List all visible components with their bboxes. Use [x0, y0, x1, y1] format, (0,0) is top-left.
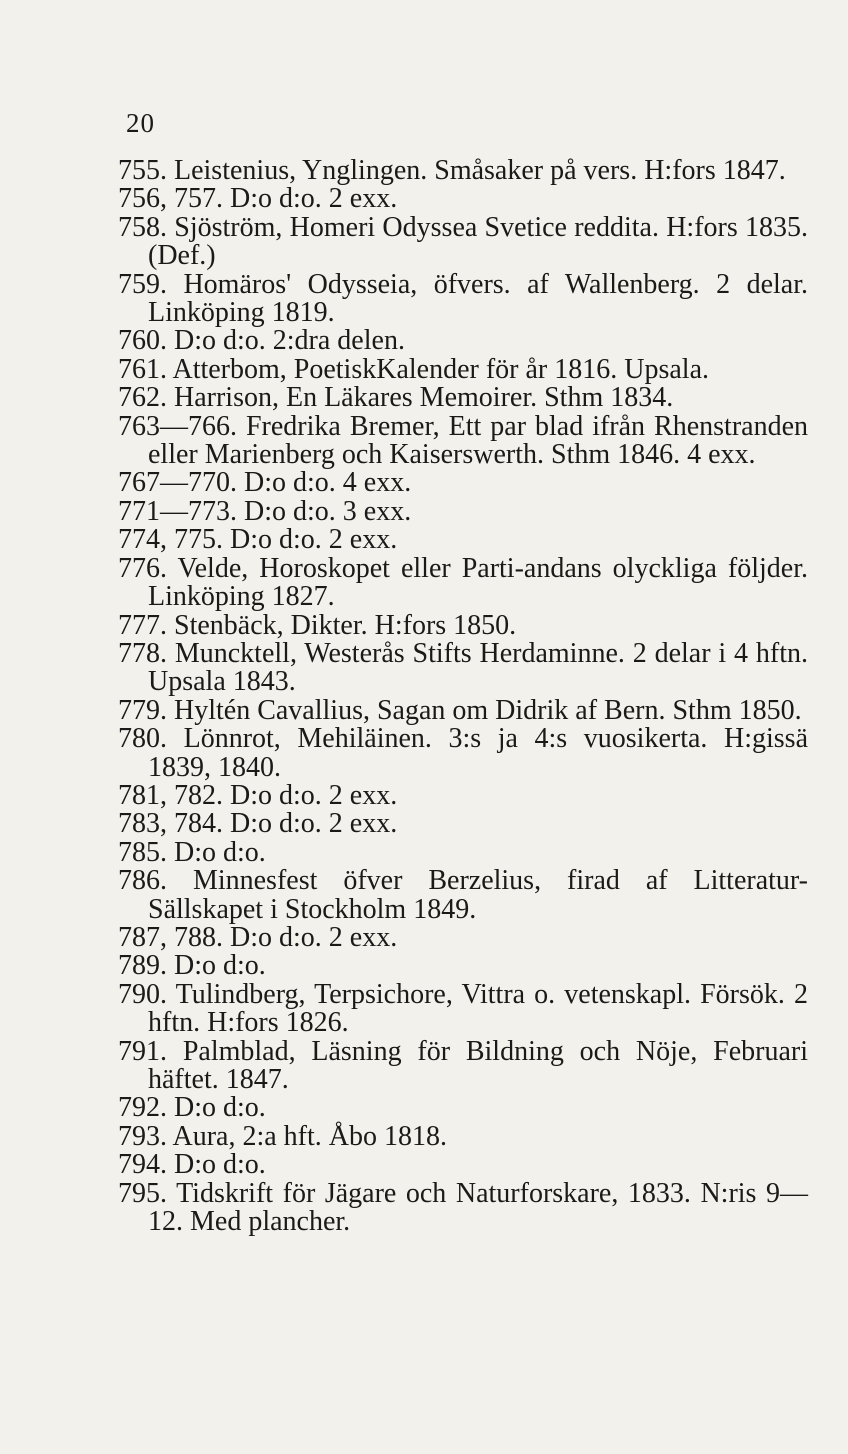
- entry-text: D:o d:o. 2 exx.: [230, 808, 398, 840]
- catalog-entry: [118, 1094, 808, 1122]
- catalog-entry: [118, 185, 808, 213]
- entry-text: D:o d:o. 3 exx.: [244, 495, 412, 527]
- entry-number: 755.: [118, 155, 167, 186]
- catalog-entry: [118, 978, 808, 1039]
- entry-number: 789.: [118, 950, 167, 982]
- catalog-entry: [118, 327, 808, 355]
- entry-text: Leistenius, Ynglingen. Småsaker på vers. H:fors 1847.: [174, 155, 786, 186]
- entry-number: 795.: [118, 1177, 167, 1209]
- catalog-entry: [118, 211, 809, 272]
- catalog-entry: [118, 1177, 809, 1238]
- entry-text: Fredrika Bremer, Ett par blad ifrån Rhenstranden eller Marienberg och Kaiserswerth. Sthm 1846. 4 exx.: [148, 410, 808, 471]
- entry-number: 756, 757.: [118, 183, 223, 215]
- entry-list: [118, 157, 808, 1236]
- entry-text: Tulindberg, Terpsichore, Vittra o. vetenskapl. Försök. 2 hftn. H:fors 1826.: [148, 978, 808, 1039]
- catalog-entry: [118, 526, 808, 554]
- catalog-entry: [118, 384, 808, 412]
- entry-text: Minnesfest öfver Berzelius, firad af Litteratur-Sällskapet i Stockholm 1849.: [148, 865, 809, 925]
- entry-text: D:o d:o.: [174, 1149, 266, 1181]
- entry-number: 767—770.: [118, 467, 237, 499]
- catalog-entry: [118, 353, 808, 385]
- catalog-entry: [118, 268, 808, 329]
- entry-text: Lönnrot, Mehiläinen. 3:s ja 4:s vuosikerta. H:gissä 1839, 1840.: [148, 723, 809, 783]
- entry-text: Tidskrift för Jägare och Naturforskare, 1833. N:ris 9—12. Med plancher.: [148, 1177, 809, 1238]
- entry-text: Atterbom, PoetiskKalender för år 1816. Upsala.: [172, 353, 709, 385]
- entry-number: 792.: [118, 1092, 167, 1124]
- catalog-entry: [118, 157, 808, 185]
- catalog-entry: [118, 637, 809, 698]
- entry-number: 785.: [118, 836, 167, 868]
- catalog-entry: [118, 867, 808, 924]
- entry-text: D:o d:o.: [174, 836, 266, 868]
- catalog-entry: [118, 1035, 808, 1095]
- entry-text: Muncktell, Westerås Stifts Herdaminne. 2 delar i 4 hftn. Upsala 1843.: [148, 637, 809, 698]
- entry-number: 791.: [118, 1035, 167, 1067]
- entry-number: 776.: [118, 552, 167, 584]
- page-number: 20: [126, 108, 155, 138]
- entry-text: Sjöström, Homeri Odyssea Svetice reddita. H:fors 1835. (Def.): [148, 211, 809, 272]
- entry-number: 787, 788.: [118, 921, 223, 953]
- entry-text: D:o d:o. 2 exx.: [230, 921, 398, 953]
- catalog-entry: [118, 495, 808, 527]
- entry-text: Aura, 2:a hft. Åbo 1818.: [172, 1120, 447, 1152]
- entry-number: 758.: [118, 211, 167, 243]
- entry-number: 793.: [118, 1120, 167, 1152]
- catalog-entry: [118, 725, 808, 782]
- entry-number: 777.: [118, 609, 167, 641]
- entry-text: Stenbäck, Dikter. H:fors 1850.: [174, 609, 517, 641]
- entry-text: Palmblad, Läsning för Bildning och Nöje, Februari häftet. 1847.: [148, 1035, 808, 1095]
- entry-text: D:o d:o. 2:dra delen.: [174, 325, 405, 357]
- catalog-entry: [118, 469, 808, 497]
- catalog-entry: [118, 810, 808, 838]
- catalog-entry: [118, 694, 808, 726]
- entry-number: 759.: [118, 268, 167, 300]
- entry-number: 780.: [118, 723, 167, 755]
- entry-text: Velde, Horoskopet eller Parti-andans olyckliga följder. Linköping 1827.: [148, 552, 808, 613]
- entry-number: 762.: [118, 382, 167, 414]
- catalog-entry: [118, 921, 808, 953]
- entry-number: 779.: [118, 694, 167, 726]
- catalog-entry: [118, 952, 808, 980]
- catalog-entry: [118, 836, 808, 868]
- entry-number: 786.: [118, 865, 167, 897]
- entry-number: 760.: [118, 325, 167, 357]
- catalog-entry: [118, 552, 808, 613]
- entry-text: Harrison, En Läkares Memoirer. Sthm 1834.: [174, 382, 674, 414]
- catalog-entry: [118, 1120, 808, 1152]
- entry-text: Hyltén Cavallius, Sagan om Didrik af Bern. Sthm 1850.: [174, 694, 802, 726]
- entry-number: 781, 782.: [118, 779, 223, 811]
- entry-text: D:o d:o.: [174, 950, 266, 982]
- entry-text: Homäros' Odysseia, öfvers. af Wallenberg. 2 delar. Linköping 1819.: [148, 268, 808, 329]
- entry-text: D:o d:o. 4 exx.: [244, 467, 412, 499]
- entry-number: 761.: [118, 353, 167, 385]
- catalog-entry: [118, 609, 808, 641]
- catalog-entry: [118, 410, 808, 471]
- catalog-entry: [118, 779, 808, 811]
- entry-number: 783, 784.: [118, 808, 223, 840]
- catalog-entry: [118, 1151, 808, 1179]
- entry-number: 778.: [118, 637, 167, 669]
- entry-number: 774, 775.: [118, 524, 223, 556]
- entry-number: 794.: [118, 1149, 167, 1181]
- entry-number: 763—766.: [118, 410, 237, 442]
- entry-text: D:o d:o. 2 exx.: [230, 524, 398, 556]
- entry-number: 790.: [118, 978, 167, 1010]
- entry-text: D:o d:o. 2 exx.: [230, 183, 398, 215]
- entry-number: 771—773.: [118, 495, 237, 527]
- entry-text: D:o d:o. 2 exx.: [230, 779, 398, 811]
- entry-text: D:o d:o.: [174, 1092, 266, 1124]
